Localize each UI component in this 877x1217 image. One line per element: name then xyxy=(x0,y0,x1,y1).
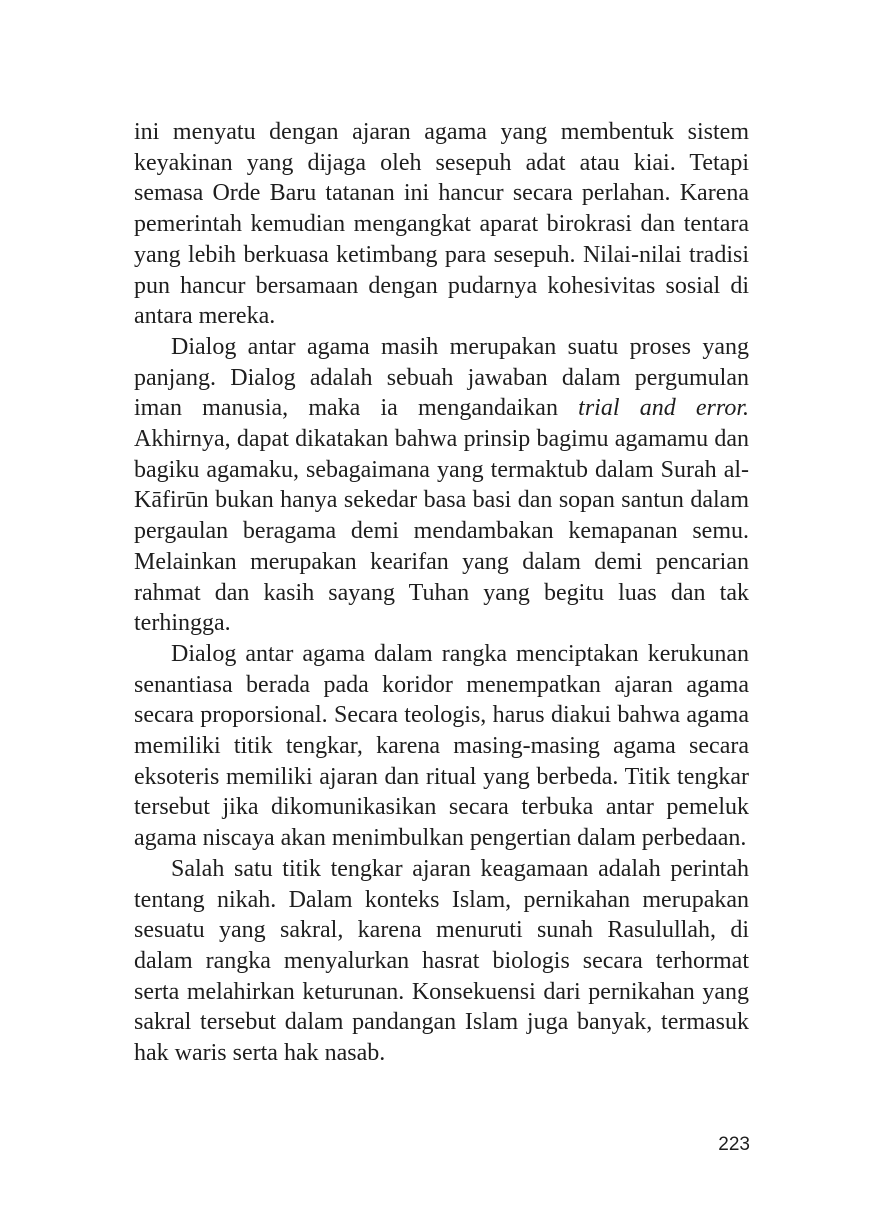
paragraph-2-text-after: Akhirnya, dapat dikatakan bahwa prinsip bagimu agamamu dan bagiku agamaku, sebagaimana yang termaktub dalam Surah al-Kāfirūn bukan hanya sekedar basa basi dan sopan santun dalam pergaulan beragama demi mendambakan kemapanan semu. Melainkan merupakan kearifan yang dalam demi pencarian rahmat dan kasih sayang Tuhan yang begitu luas dan tak terhingga. xyxy=(134,426,749,637)
paragraph-4-text: Salah satu titik tengkar ajaran keagamaan adalah perintah tentang nikah. Dalam konteks Islam, pernikahan merupakan sesuatu yang sakral, karena menuruti sunah Rasulullah, di dalam rangka menyalurkan hasrat biologis secara terhormat serta melahirkan keturunan. Konsekuensi dari pernikahan yang sakral tersebut dalam pandangan Islam juga banyak, termasuk hak waris serta hak nasab. xyxy=(134,855,749,1067)
paragraph-4 xyxy=(134,854,749,1069)
paragraph-2-italic-term: trial and error. xyxy=(578,395,749,422)
paragraph-2-text-before: Dialog antar agama masih merupakan suatu proses yang panjang. Dialog adalah sebuah jawaban dalam pergumulan iman manusia, maka ia mengandaikan xyxy=(134,333,749,422)
paragraph-3-text: Dialog antar agama dalam rangka menciptakan kerukunan senantiasa berada pada koridor menempatkan ajaran agama secara proporsional. Secara teologis, harus diakui bahwa agama memiliki titik tengkar, karena masing-masing agama secara eksoteris memiliki ajaran dan ritual yang berbeda. Titik tengkar tersebut jika dikomunikasikan secara terbuka antar pemeluk agama niscaya akan menimbulkan pengertian dalam perbedaan. xyxy=(134,640,749,852)
body-text xyxy=(134,117,749,1069)
paragraph-2 xyxy=(134,332,749,639)
paragraph-3 xyxy=(134,639,749,854)
paragraph-1 xyxy=(134,117,749,332)
paragraph-1-text: ini menyatu dengan ajaran agama yang membentuk sistem keyakinan yang dijaga oleh sesepuh adat atau kiai. Tetapi semasa Orde Baru tatanan ini hancur secara perlahan. Karena pemerintah kemudian mengangkat aparat birokrasi dan tentara yang lebih berkuasa ketimbang para sesepuh. Nilai-nilai tradisi pun hancur bersamaan dengan pudarnya kohesivitas sosial di antara mereka. xyxy=(134,119,749,330)
page-number: 223 xyxy=(718,1134,750,1155)
